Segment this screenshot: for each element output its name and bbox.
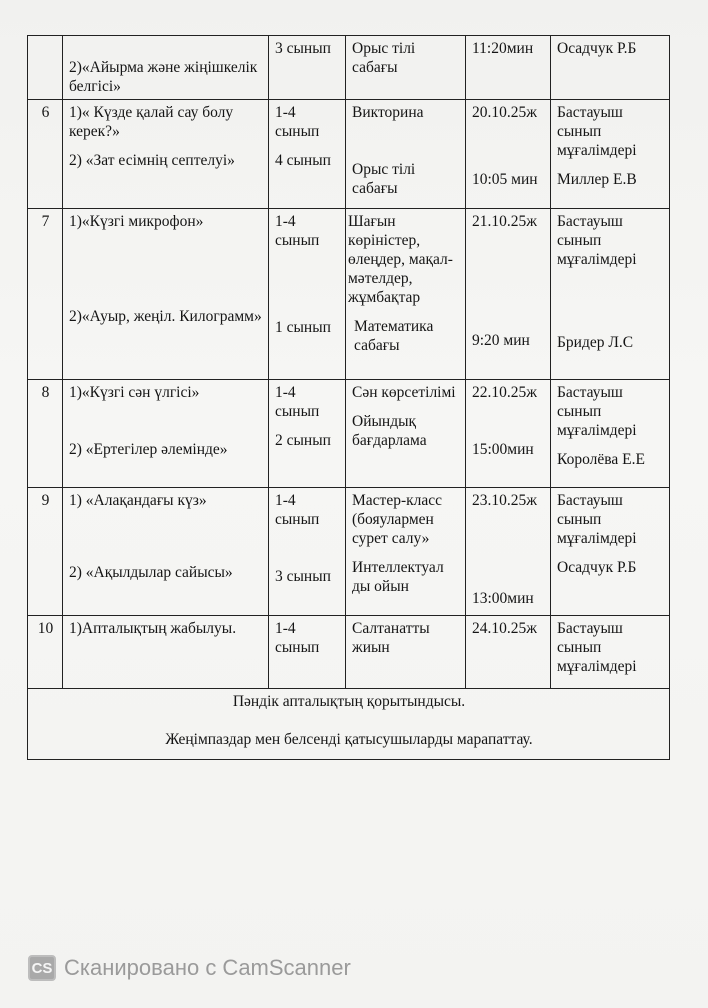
responsible-cell — [551, 616, 670, 689]
date-value: 24.10.25ж — [472, 620, 537, 637]
table-row — [28, 209, 670, 380]
responsible-cell — [551, 209, 670, 380]
time-value: 13:00мин — [472, 590, 534, 607]
form-cell — [346, 100, 466, 209]
class-cell — [269, 616, 346, 689]
responsible-cell — [551, 380, 670, 488]
summary-line-awards: Жеңімпаздар мен белсенді қатысушыларды марапаттау. — [165, 731, 533, 748]
form-value: Сән көрсетілімі — [352, 384, 456, 401]
class-value: 1-4 сынып — [275, 104, 320, 140]
summary-line-results: Пәндік апталықтың қорытындысы. — [232, 693, 466, 710]
date-cell — [466, 209, 551, 380]
event-title: 2) «Зат есімнің септелуі» — [69, 152, 235, 169]
date-value: 23.10.25ж — [472, 492, 537, 509]
class-value: 1-4 сынып — [275, 620, 320, 656]
class-value: 1-4 сынып — [275, 384, 320, 420]
class-cell — [269, 209, 346, 380]
date-value: 20.10.25ж — [472, 104, 537, 121]
form-cell — [346, 488, 466, 616]
form-value: Мастер-класс (бояулармен сурет салу» — [352, 492, 443, 547]
responsible-value: Бридер Л.С — [557, 334, 634, 351]
event-cell — [63, 488, 269, 616]
form-cell — [346, 616, 466, 689]
time-value: 10:05 мин — [472, 171, 538, 188]
class-cell — [269, 488, 346, 616]
responsible-cell — [551, 36, 670, 100]
form-cell — [346, 380, 466, 488]
responsible-value: Осадчук Р.Б — [557, 40, 637, 57]
form-value: Шағын көріністер, өлеңдер, мақал-мәтелдер, жұмбақтар — [348, 213, 453, 306]
responsible-value: Бастауыш сынып мұғалімдері — [557, 492, 637, 547]
responsible-value: Осадчук Р.Б — [557, 559, 637, 576]
class-value: 4 сынып — [275, 152, 331, 169]
form-cell — [346, 209, 466, 380]
summary-row — [28, 689, 670, 760]
class-value: 3 сынып — [275, 568, 331, 585]
event-cell — [63, 209, 269, 380]
form-value: Викторина — [352, 104, 424, 121]
form-cell — [346, 36, 466, 100]
time-value: 9:20 мин — [472, 332, 530, 349]
camscanner-logo-icon: CS — [28, 955, 56, 981]
class-value: 2 сынып — [275, 432, 331, 449]
row-number: 8 — [28, 380, 63, 488]
responsible-value: Бастауыш сынып мұғалімдері — [557, 384, 637, 439]
event-title: 1)«Күзгі сән үлгісі» — [69, 384, 200, 401]
date-cell — [466, 488, 551, 616]
event-title: 2) «Ертегілер әлемінде» — [69, 441, 228, 458]
event-title: 1) «Алақандағы күз» — [69, 492, 207, 509]
table-row — [28, 36, 670, 100]
class-value: 1-4 сынып — [275, 492, 320, 528]
form-value: Салтанатты жиын — [352, 620, 430, 656]
responsible-value: Бастауыш сынып мұғалімдері — [557, 104, 637, 159]
event-cell — [63, 36, 269, 100]
form-value: Орыс тілі сабағы — [352, 161, 416, 197]
row-number: 9 — [28, 488, 63, 616]
responsible-value: Королёва Е.Е — [557, 451, 645, 468]
event-title: 2) «Ақылдылар сайысы» — [69, 564, 233, 581]
row-number: 10 — [28, 616, 63, 689]
table-row — [28, 488, 670, 616]
event-title: 2)«Ауыр, жеңіл. Килограмм» — [69, 308, 262, 325]
table-row — [28, 100, 670, 209]
class-value: 3 сынып — [275, 40, 331, 57]
table-row — [28, 380, 670, 488]
events-schedule-table — [27, 35, 670, 760]
event-title: 1)« Күзде қалай сау болу керек?» — [69, 104, 234, 140]
class-value: 1 сынып — [275, 319, 331, 336]
row-number — [28, 36, 63, 100]
form-value: Орыс тілі сабағы — [352, 40, 416, 76]
date-value: 21.10.25ж — [472, 213, 537, 230]
class-cell — [269, 36, 346, 100]
row-number: 6 — [28, 100, 63, 209]
row-number: 7 — [28, 209, 63, 380]
event-cell — [63, 100, 269, 209]
form-value: Ойындық бағдарлама — [352, 413, 427, 449]
event-title: 1)«Күзгі микрофон» — [69, 213, 204, 230]
event-cell — [63, 380, 269, 488]
date-cell — [466, 380, 551, 488]
responsible-cell — [551, 100, 670, 209]
responsible-value: Бастауыш сынып мұғалімдері — [557, 213, 637, 268]
watermark-text: Сканировано с CamScanner — [64, 955, 351, 980]
date-cell — [466, 36, 551, 100]
class-cell — [269, 380, 346, 488]
table-row — [28, 616, 670, 689]
responsible-value: Миллер Е.В — [557, 171, 637, 188]
date-cell — [466, 100, 551, 209]
responsible-value: Бастауыш сынып мұғалімдері — [557, 620, 637, 675]
event-title: 2)«Айырма және жіңішкелік белгісі» — [69, 59, 258, 95]
form-value: Интеллектуал ды ойын — [352, 559, 444, 595]
date-value: 11:20мин — [472, 40, 534, 57]
camscanner-watermark — [28, 955, 351, 981]
class-value: 1-4 сынып — [275, 213, 320, 249]
event-title: 1)Апталықтың жабылуы. — [69, 620, 237, 637]
event-cell — [63, 616, 269, 689]
date-cell — [466, 616, 551, 689]
summary-cell — [28, 689, 670, 760]
date-value: 22.10.25ж — [472, 384, 537, 401]
form-value: Математика сабағы — [354, 318, 434, 354]
class-cell — [269, 100, 346, 209]
time-value: 15:00мин — [472, 441, 534, 458]
responsible-cell — [551, 488, 670, 616]
